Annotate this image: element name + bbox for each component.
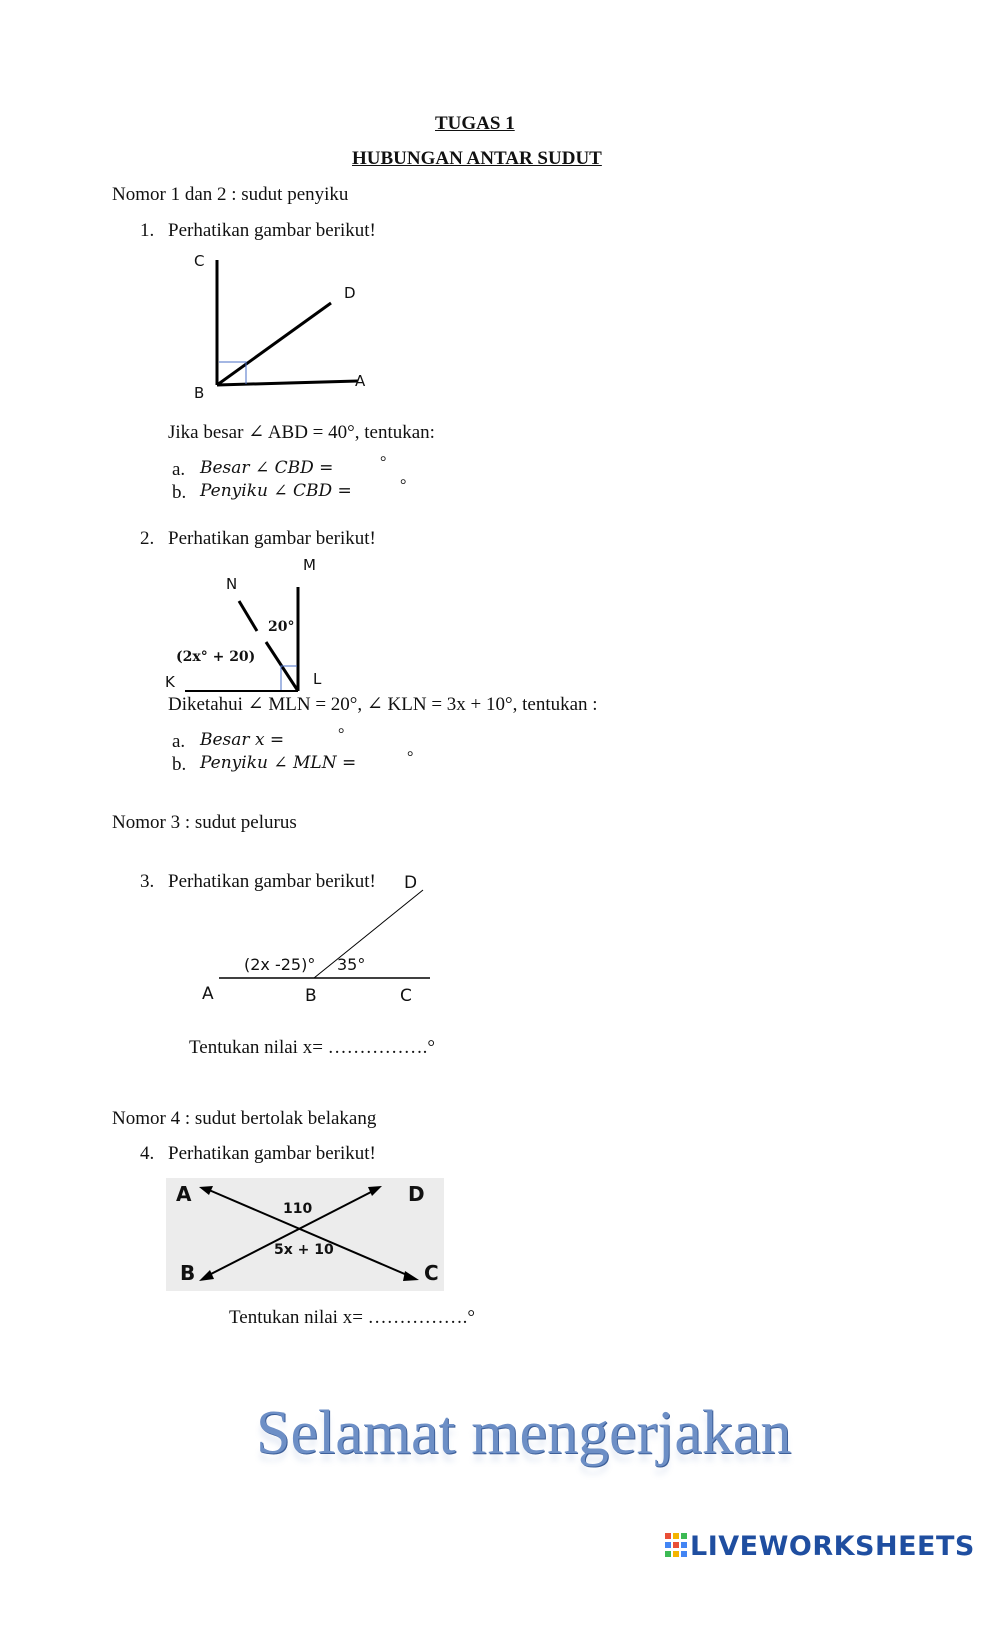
q2b-number: b.: [172, 754, 187, 775]
q2a-text: Besar x =: [200, 730, 285, 750]
q4-answer-line: Tentukan nilai x= …………….°: [229, 1307, 476, 1328]
q1-label-a: A: [355, 372, 366, 390]
q3-prompt: Perhatikan gambar berikut!: [168, 871, 376, 892]
q4-prompt: Perhatikan gambar berikut!: [168, 1143, 376, 1164]
liveworksheets-logo-icon: [665, 1533, 687, 1559]
q2-label-k: K: [165, 673, 175, 691]
worksheet-subtitle: HUBUNGAN ANTAR SUDUT: [352, 148, 602, 169]
q3-label-d: D: [404, 873, 418, 893]
section-heading-bertolak-belakang: Nomor 4 : sudut bertolak belakang: [112, 1108, 377, 1129]
q1b-degree-unit: °: [400, 477, 407, 494]
q4-answer-field[interactable]: [362, 1304, 462, 1326]
liveworksheets-brand: LIVEWORKSHEETS: [690, 1531, 975, 1562]
q2-label-m: M: [303, 556, 316, 574]
q3-answer-line: Tentukan nilai x= …………….°: [189, 1037, 436, 1058]
q4-number: 4.: [140, 1143, 155, 1164]
q2-given: Diketahui ∠ MLN = 20°, ∠ KLN = 3x + 10°, tentukan :: [168, 694, 598, 715]
section-heading-penyiku: Nomor 1 dan 2 : sudut penyiku: [112, 184, 349, 205]
q1b-text: Penyiku ∠ CBD =: [200, 481, 352, 501]
q1-label-d: D: [344, 284, 356, 302]
q4-angle-bottom-label: 5x + 10: [274, 1242, 334, 1258]
closing-message: Selamat mengerjakan: [256, 1399, 792, 1467]
q1-number: 1.: [140, 220, 155, 241]
q4-label-c: C: [424, 1261, 439, 1285]
q1a-text: Besar ∠ CBD =: [200, 458, 334, 478]
q1-prompt: Perhatikan gambar berikut!: [168, 220, 376, 241]
q3-angle-abd-label: (2x -25)°: [244, 955, 316, 974]
q2-number: 2.: [140, 528, 155, 549]
q1a-number: a.: [172, 459, 186, 480]
q1-label-b: B: [194, 384, 205, 402]
q3-number: 3.: [140, 871, 155, 892]
q4-label-d: D: [408, 1182, 425, 1206]
q2b-degree-unit: °: [407, 749, 414, 766]
q3-label-a: A: [202, 984, 214, 1004]
q2a-degree-unit: °: [338, 726, 345, 743]
q2-angle-kln-label: (2x° + 20): [176, 649, 256, 665]
q2-angle-mln-label: 20°: [268, 619, 295, 635]
q2a-number: a.: [172, 731, 186, 752]
worksheet-title: TUGAS 1: [435, 113, 515, 134]
q4-label-a: A: [176, 1182, 192, 1206]
q1a-degree-unit: °: [380, 454, 387, 471]
q1b-number: b.: [172, 482, 187, 503]
q1-given: Jika besar ∠ ABD = 40°, tentukan:: [168, 422, 435, 443]
q2-label-n: N: [226, 575, 238, 593]
q2b-text: Penyiku ∠ MLN =: [200, 753, 357, 773]
q3-angle-dbc-label: 35°: [337, 955, 366, 974]
q3-label-c: C: [400, 986, 412, 1006]
q2-prompt: Perhatikan gambar berikut!: [168, 528, 376, 549]
q2-label-l: L: [313, 670, 322, 688]
q3-label-b: B: [305, 986, 317, 1006]
q4-label-b: B: [180, 1261, 196, 1285]
q1-label-c: C: [194, 252, 205, 270]
q4-angle-top-label: 110: [283, 1201, 313, 1217]
section-heading-pelurus: Nomor 3 : sudut pelurus: [112, 812, 297, 833]
